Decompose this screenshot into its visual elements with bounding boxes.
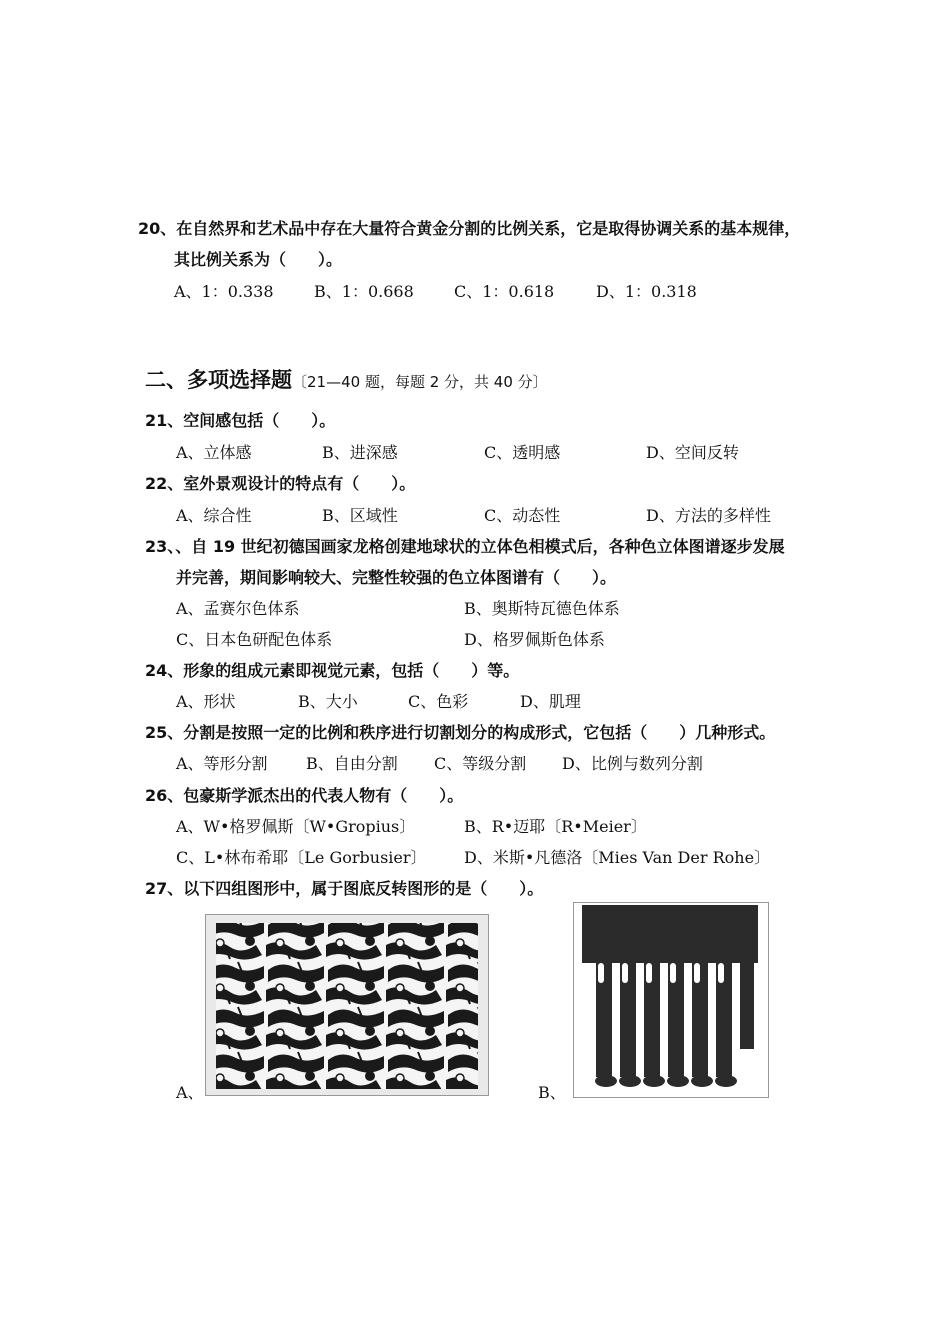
q20-option-a: A、1：0.338 <box>174 282 274 301</box>
section-note: 〔21—40 题，每题 2 分，共 40 分〕 <box>292 373 548 391</box>
tessellation-figure <box>205 914 489 1096</box>
q24-option-a: A、形状 <box>176 692 236 711</box>
q26-option-a: A、W•格罗佩斯〔W•Gropius〕 <box>176 817 416 836</box>
q20-option-c: C、1：0.618 <box>454 282 555 301</box>
q25-option-b: B、自由分割 <box>306 754 398 773</box>
q23-stem-line1: 23、、自 19 世纪初德国画家龙格创建地球状的立体色相模式后，各种色立体图谱逐步发展 <box>145 537 785 556</box>
q20-option-d: D、1：0.318 <box>596 282 697 301</box>
q25-stem: 25、分割是按照一定的比例和秩序进行切割划分的构成形式，它包括（ ）几种形式。 <box>145 723 776 742</box>
q25-option-d: D、比例与数列分割 <box>562 754 703 773</box>
figure-ground-legs-figure <box>573 902 769 1098</box>
q26-option-b: B、R•迈耶〔R•Meier〕 <box>464 817 647 836</box>
q21-option-c: C、透明感 <box>484 443 561 462</box>
q25-option-c: C、等级分割 <box>434 754 527 773</box>
q20-stem-line1: 20、在自然界和艺术品中存在大量符合黄金分割的比例关系，它是取得协调关系的基本规律， <box>138 219 801 238</box>
q23-option-a: A、孟赛尔色体系 <box>176 599 300 618</box>
q22-option-c: C、动态性 <box>484 506 561 525</box>
q21-option-a: A、立体感 <box>176 443 252 462</box>
q21-stem: 21、空间感包括（ ）。 <box>145 411 336 430</box>
q23-option-b: B、奥斯特瓦德色体系 <box>464 599 620 618</box>
q23-option-c: C、日本色研配色体系 <box>176 630 333 649</box>
q27-stem: 27、以下四组图形中，属于图底反转图形的是（ ）。 <box>145 879 544 898</box>
q23-option-d: D、格罗佩斯色体系 <box>464 630 605 649</box>
tessellation-figure-art <box>206 915 488 1095</box>
q21-option-b: B、进深感 <box>322 443 398 462</box>
q26-option-c: C、L•林布希耶〔Le Gorbusier〕 <box>176 848 427 867</box>
q22-option-d: D、方法的多样性 <box>646 506 771 525</box>
section-title-text: 二、多项选择题 <box>145 368 292 392</box>
q22-stem: 22、室外景观设计的特点有（ ）。 <box>145 474 416 493</box>
q24-option-c: C、色彩 <box>408 692 469 711</box>
q26-stem: 26、包豪斯学派杰出的代表人物有（ ）。 <box>145 786 464 805</box>
q25-option-a: A、等形分割 <box>176 754 268 773</box>
q27-label-a: A、 <box>176 1083 204 1102</box>
section-title <box>145 364 548 394</box>
q21-option-d: D、空间反转 <box>646 443 739 462</box>
q22-option-a: A、综合性 <box>176 506 252 525</box>
q22-option-b: B、区域性 <box>322 506 398 525</box>
q24-stem: 24、形象的组成元素即视觉元素，包括（ ）等。 <box>145 661 520 680</box>
q27-label-b: B、 <box>538 1083 566 1102</box>
q26-option-d: D、米斯•凡德洛〔Mies Van Der Rohe〕 <box>464 848 771 867</box>
q24-option-d: D、肌理 <box>520 692 581 711</box>
figure-ground-legs-art <box>574 903 768 1097</box>
q23-stem-line2: 并完善，期间影响较大、完整性较强的色立体图谱有（ ）。 <box>176 568 617 587</box>
q24-option-b: B、大小 <box>298 692 358 711</box>
q20-stem-line2: 其比例关系为（ ）。 <box>174 250 343 269</box>
q20-option-b: B、1：0.668 <box>314 282 414 301</box>
